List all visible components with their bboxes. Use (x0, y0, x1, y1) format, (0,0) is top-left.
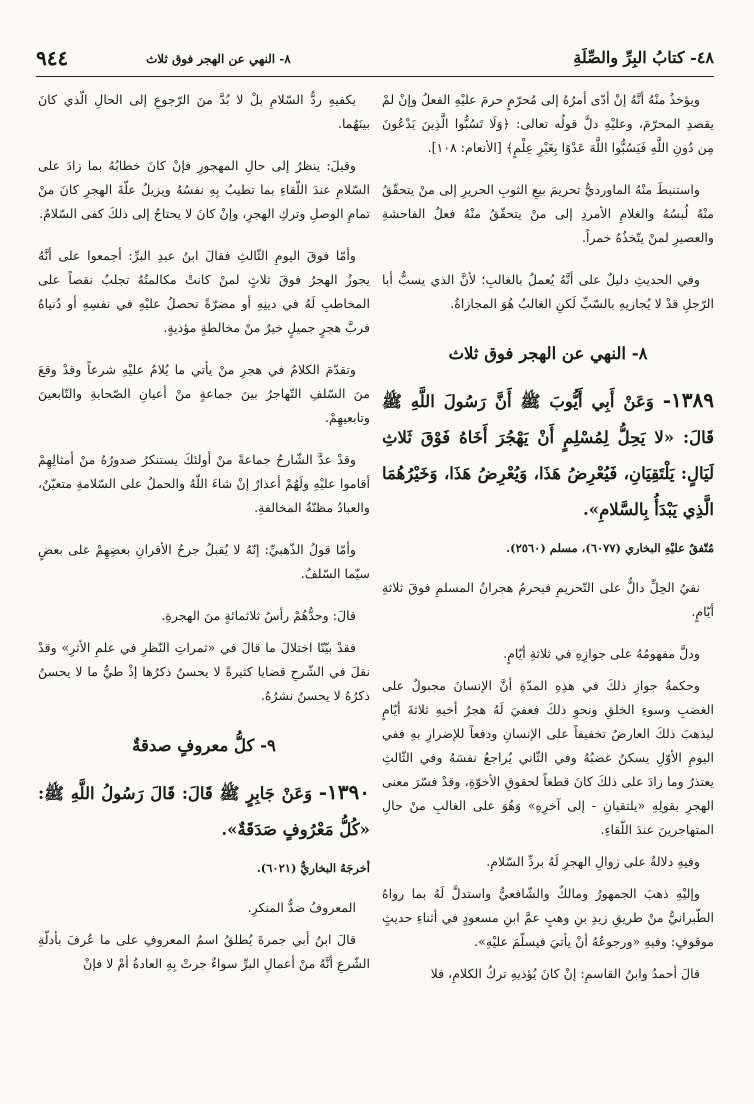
paragraph: وأمّا قولُ الذّهبيِّ: إنّهُ لا يُقبلُ جرحُ الأقرانِ بعضِهِمْ على بعضٍ سيّما السّلفُ. (38, 542, 370, 581)
paragraph: قالَ أحمدُ وابنُ القاسمِ: إنْ كانَ يُؤذيهِ تركُ الكلامِ، فلا (430, 966, 700, 981)
paragraph: ويؤخذُ منْهُ أنَّهُ إنْ أدّى أمرُهُ إلى مُحرّمٍ حرمَ عليْهِ الفعلُ وإنْ لمْ يقصدِ المحرّمَ، وعليْهِ دلَّ قولُه تعالى: ﴿وَلَا تَسُبُّوا الَّذِينَ يَدْعُونَ مِن دُونِ اللَّهِ فَيَسُبُّوا اللَّهَ عَدْوًا بِغَيْرِ عِلْمٍ﴾ [الأنعام: ١٠٨]. (382, 92, 714, 155)
right-column (382, 88, 714, 1088)
running-section-title: ٨- النهي عن الهجر فوق ثلاث (146, 52, 291, 66)
paragraph: فقدْ بيّنّا اختلالَ ما قالَ في «ثمراتِ النّظرِ في علمِ الأثرِ» وقدْ نقلَ في الشّرحِ قضايا كثيرةً لا يحسنُ ذكرُها إذْ طيُّ ما لا يحسنُ ذكرُهُ لا يحسنُ نشرُهُ. (38, 640, 370, 703)
paragraph: وتقدّمَ الكلامُ في هجرِ منْ يأتي ما يُلامُ عليْهِ شرعاً وقدْ وقعَ منَ السّلفِ التّهاجرُ بينَ جماعةٍ منْ أعيانِ الصّحابةِ والتّابعينَ وتابعيهِمْ. (38, 362, 370, 425)
hadith-number: ١٣٩٠- (318, 780, 370, 804)
hadith-text: وَعَنْ جَابِرٍ ﷺ قَالَ: قَالَ رَسُولُ اللَّهِ ﷺ: «كُلُّ مَعْرُوفٍ صَدَقَةٌ». (38, 784, 370, 839)
hadith-text: وَعَنْ أَبِي أَيُّوبَ ﷺ أَنَّ رَسُولَ اللَّهِ ﷺ قَالَ: «لا يَحِلُّ لِمُسْلِمٍ أَنْ يَهْجُرَ أَخَاهُ فَوْقَ ثَلاثِ لَيَالٍ: يَلْتَقِيَانِ، فَيُعْرِضُ هَذَا، وَيُعْرِضُ هَذَا، وَخَيْرُهُمَا الَّذِي يَبْدَأُ بِالسَّلامِ». (382, 392, 714, 519)
paragraph: وقيلَ: ينظرُ إلى حالِ المهجورِ فإنْ كانَ خطابُهُ بما زادَ على السّلامِ عندَ اللّقاءِ بما تطيبُ بِهِ نفسُهُ ويزيلُ علّةَ الهجرِ كانَ منْ تمامِ الوصلِ وتركِ الهجرِ، وإنْ كانَ لا يحتاجُ إلى ذلكَ كفى السّلامُ. (38, 158, 370, 221)
paragraph: المعروفُ ضدُّ المنكرِ. (247, 900, 356, 915)
paragraph: يكفيهِ ردُّ السّلامِ بلْ لا بُدَّ منَ الرّجوعِ إلى الحالِ الّذي كانَ بينَهُما. (38, 92, 370, 131)
page-header (36, 42, 714, 77)
left-column (38, 88, 370, 1088)
book-title: ٤٨- كتابُ البِرِّ والصِّلَةِ (573, 48, 714, 67)
page-number: ٩٤٤ (36, 46, 69, 70)
paragraph: واستنبطَ منْهُ الماورديُّ تحريمَ بيعِ الثوبِ الحريرِ إلى منْ يتحقّقُ منْهُ لُبسُهُ والغلامِ الأمردِ إلى منْ يتحقّقُ منْهُ فعلُ الفاحشةِ والعصيرِ لمنْ يتّخذُهُ خمراً. (382, 182, 714, 245)
paragraph: وأمّا فوقَ اليومِ الثّالثِ فقالَ ابنُ عبدِ البرِّ: أجمعوا على أنَّهُ يجوزُ الهجرُ فوقَ ثلاثٍ لمنْ كانتْ مكالمتُهُ تجلبُ نقصاً على المخاطبِ لَهُ في دينِهِ أو مضرّةً تحصلُ عليْهِ في نفسِهِ أو دُنياهُ فربَّ هجرٍ جميلٍ خيرٌ منْ مخالطةٍ مؤذيةٍ. (38, 248, 370, 335)
paragraph: وإليْهِ ذهبَ الجمهورُ ومالكٌ والشّافعيُّ واستدلَّ لَهُ بما رواهُ الطّبرانيُّ منْ طريقِ زيدِ بنِ وهبٍ عمَّ ابنِ مسعودٍ في أثناءِ حديثٍ موقوفٍ: وفيهِ «ورجوعُهُ أنْ يأتيَ فيسلّمَ عليْهِ». (382, 886, 714, 949)
paragraph: وفي الحديثِ دليلٌ على أنَّهُ يُعملُ بالغالبِ؛ لأنَّ الذي يسبُّ أبا الرّجلِ قدْ لا يُجازيهِ بالسّبِّ لَكنِ الغالبُ هُوَ المجازاةُ. (382, 272, 714, 311)
section-heading: ٨- النهي عن الهجر فوق ثلاث (448, 344, 648, 363)
hadith-number: ١٣٨٩- (662, 388, 714, 412)
section-heading: ٩- كلُّ معروفٍ صدقةٌ (132, 736, 276, 755)
paragraph: ودلَّ مفهومُهُ على جوازِهِ في ثلاثةِ أيّامٍ. (503, 646, 700, 661)
paragraph: وفيهِ دلالةٌ على زوالِ الهجرِ لَهُ بردِّ السّلامِ. (486, 854, 700, 869)
hadith-source: أخرجَهُ البخاريُّ (٦٠٢١). (256, 861, 370, 875)
hadith-block (382, 382, 714, 528)
paragraph: نفيُ الحِلِّ دالٌّ على التّحريمِ فيحرمُ هجرانُ المسلمِ فوقَ ثلاثةِ أيّامٍ. (382, 580, 714, 619)
paragraph: وقدْ عدَّ الشّارحُ جماعةً منْ أولئكَ يستنكرُ صدورُهُ منْ أمثالِهِمْ أقاموا عليْهِ ولَهُمْ أعذارٌ إنْ شاءَ اللّهُ والحملُ على السّلامةِ متعيّنٌ، والعبادُ مظنّةُ المخالفةِ. (38, 452, 370, 515)
paragraph: قالَ: وحدُّهُمْ رأسُ ثلاثمائةٍ منَ الهجرةِ. (161, 608, 356, 623)
paragraph: قالَ ابنُ أبي جمرةَ يُطلقُ اسمُ المعروفِ على ما عُرفَ بأدلّةِ الشّرعِ أنَّهُ منْ أعمالِ البرِّ سواءٌ جرتْ بِهِ العادةُ أمْ لا فإنْ (38, 932, 370, 971)
hadith-source: مُتّفقٌ عليْهِ البخاري (٦٠٧٧)، مسلم (٢٥٦٠). (506, 541, 714, 555)
paragraph: وحكمةُ جوازِ ذلكَ في هذِهِ المدّةِ أنَّ الإنسانَ مجبولٌ على الغضبِ وسوءِ الخلقِ ونحوِ ذلكَ فعفيَ لَهُ هجرُ أخيهِ ثلاثةَ أيّامٍ ليذهبَ ذلكَ العارضُ تخفيفاً على الإنسانِ ودفعاً للإضرارِ بهِ ففي اليومِ الأوّلِ يسكنُ غضبُهُ وفي الثّاني يُراجعُ نفسَهُ وفي الثّالثِ يعتذرُ وما زادَ على ذلكَ كانَ قطعاً لحقوقِ الأخوّةِ، وقدْ فسّرَ معنى الهجرِ بقولِهِ «يلتقيانِ - إلى آخرِهِ» وَهُوَ على الغالبِ منْ حالِ المتهاجرينَ عندَ اللّقاءِ. (382, 678, 714, 837)
hadith-block (38, 774, 370, 848)
